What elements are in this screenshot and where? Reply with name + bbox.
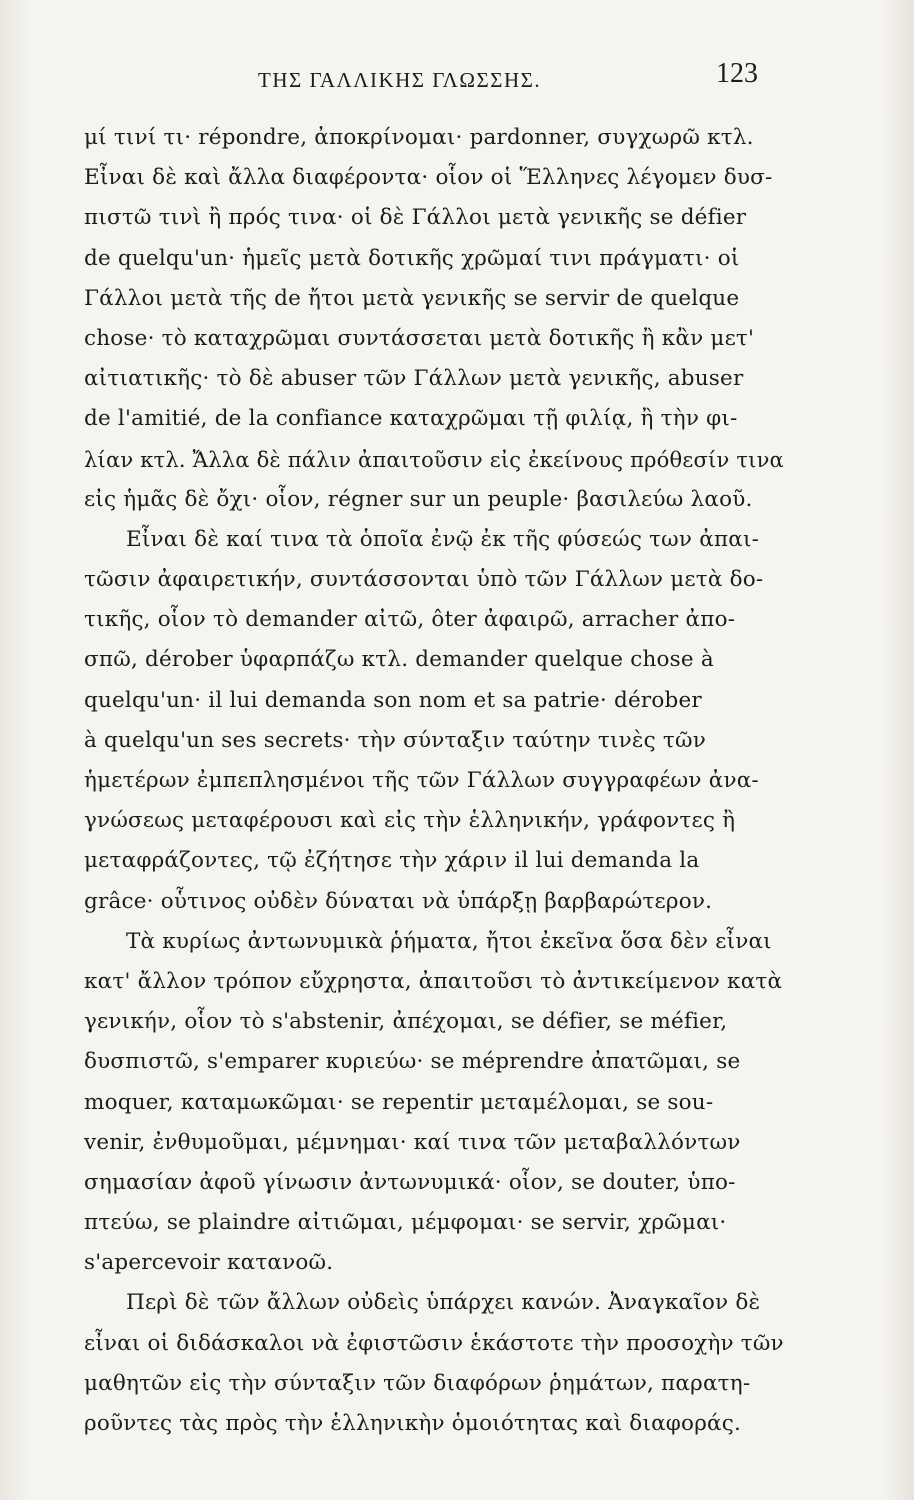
text-line: σημασίαν ἀφοῦ γίνωσιν ἀντωνυμικά· οἷον, se douter, ὑπο-	[84, 1169, 736, 1195]
text-line: πτεύω, se plaindre αἰτιῶμαι, μέμφομαι· se servir, χρῶμαι·	[84, 1210, 727, 1236]
text-line: ροῦντες τὰς πρὸς τὴν ἑλληνικὴν ὁμοιότητας καὶ διαφοράς.	[84, 1411, 742, 1436]
text-line: Περὶ δὲ τῶν ἄλλων οὐδεὶς ὑπάρχει κανών. Ἀναγκαῖον δὲ	[126, 1290, 761, 1316]
text-line: grâce· οὗτινος οὐδὲν δύναται νὰ ὑπάρξῃ βαρβαρώτερον.	[84, 888, 713, 914]
text-line: δυσπιστῶ, s'emparer κυριεύω· se méprendre ἀπατῶμαι, se	[84, 1049, 741, 1075]
text-line: εἶναι οἱ διδάσκαλοι νὰ ἐφιστῶσιν ἑκάστοτε τὴν προσοχὴν τῶν	[84, 1330, 784, 1356]
text-line: Τὰ κυρίως ἀντωνυμικὰ ῥήματα, ἤτοι ἐκεῖνα ὅσα δὲν εἶναι	[126, 928, 772, 954]
text-line: de quelqu'un· ἡμεῖς μετὰ δοτικῆς χρῶμαί τινι πράγματι· οἱ	[84, 245, 740, 271]
page-number: 123	[716, 58, 758, 89]
text-line: chose· τὸ καταχρῶμαι συντάσσεται μετὰ δοτικῆς ἢ κἂν μετ'	[84, 325, 755, 351]
text-line: γνώσεως μεταφέρουσι καὶ εἰς τὴν ἑλληνικήν, γράφοντες ἢ	[84, 808, 736, 834]
text-line: venir, ἐνθυμοῦμαι, μέμνημαι· καί τινα τῶν μεταβαλλόντων	[84, 1129, 741, 1155]
text-line: μεταφράζοντες, τῷ ἐζήτησε τὴν χάριν il lui demanda la	[84, 848, 700, 874]
body-text	[84, 118, 784, 1444]
text-line: à quelqu'un ses secrets· τὴν σύνταξιν ταύτην τινὲς τῶν	[84, 727, 707, 753]
text-line: αἰτιατικῆς· τὸ δὲ abuser τῶν Γάλλων μετὰ γενικῆς, abuser	[84, 366, 744, 392]
text-line: κατ' ἄλλον τρόπον εὔχρηστα, ἀπαιτοῦσι τὸ ἀντικείμενον κατὰ	[84, 968, 783, 994]
text-line: Εἶναι δὲ καὶ ἄλλα διαφέροντα· οἷον οἱ Ἕλληνες λέγομεν δυσ-	[84, 165, 773, 191]
text-line: μαθητῶν εἰς τὴν σύνταξιν τῶν διαφόρων ῥημάτων, παρατη-	[84, 1370, 751, 1396]
text-line: τῶσιν ἀφαιρετικήν, συντάσσονται ὑπὸ τῶν Γάλλων μετὰ δο-	[84, 567, 764, 593]
running-head: ΤΗΣ ΓΑΛΛΙΚΗΣ ΓΛΩΣΣΗΣ.	[258, 68, 542, 92]
text-line: λίαν κτλ. Ἄλλα δὲ πάλιν ἀπαιτοῦσιν εἰς ἐκείνους πρόθεσίν τινα	[84, 446, 784, 472]
text-line: s'apercevoir κατανοῶ.	[84, 1250, 334, 1276]
text-line: τικῆς, οἷον τὸ demander αἰτῶ, ôter ἀφαιρῶ, arracher ἀπο-	[84, 607, 736, 633]
text-line: γενικήν, οἷον τὸ s'abstenir, ἀπέχομαι, se défier, se méfier,	[84, 1009, 728, 1035]
text-line: πιστῶ τινὶ ἢ πρός τινα· οἱ δὲ Γάλλοι μετὰ γενικῆς se défier	[84, 205, 747, 231]
text-line: Εἶναι δὲ καί τινα τὰ ὁποῖα ἐνῷ ἐκ τῆς φύσεώς των ἀπαι-	[126, 526, 760, 552]
text-line: εἰς ἡμᾶς δὲ ὄχι· οἷον, régner sur un peuple· βασιλεύω λαοῦ.	[84, 486, 753, 512]
text-line: ἡμετέρων ἐμπεπλησμένοι τῆς τῶν Γάλλων συγγραφέων ἀνα-	[84, 768, 759, 793]
text-line: de l'amitié, de la confiance καταχρῶμαι τῇ φιλίᾳ, ἢ τὴν φι-	[84, 406, 738, 432]
text-line: moquer, καταμωκῶμαι· se repentir μεταμέλομαι, se sou-	[84, 1089, 714, 1115]
page-header	[258, 58, 758, 98]
text-line: σπῶ, dérober ὑφαρπάζω κτλ. demander quelque chose à	[84, 647, 714, 673]
text-line: Γάλλοι μετὰ τῆς de ἤτοι μετὰ γενικῆς se servir de quelque	[84, 285, 740, 311]
text-line: μί τινί τι· répondre, ἀποκρίνομαι· pardonner, συγχωρῶ κτλ.	[84, 125, 754, 150]
text-line: quelqu'un· il lui demanda son nom et sa patrie· dérober	[84, 687, 702, 713]
